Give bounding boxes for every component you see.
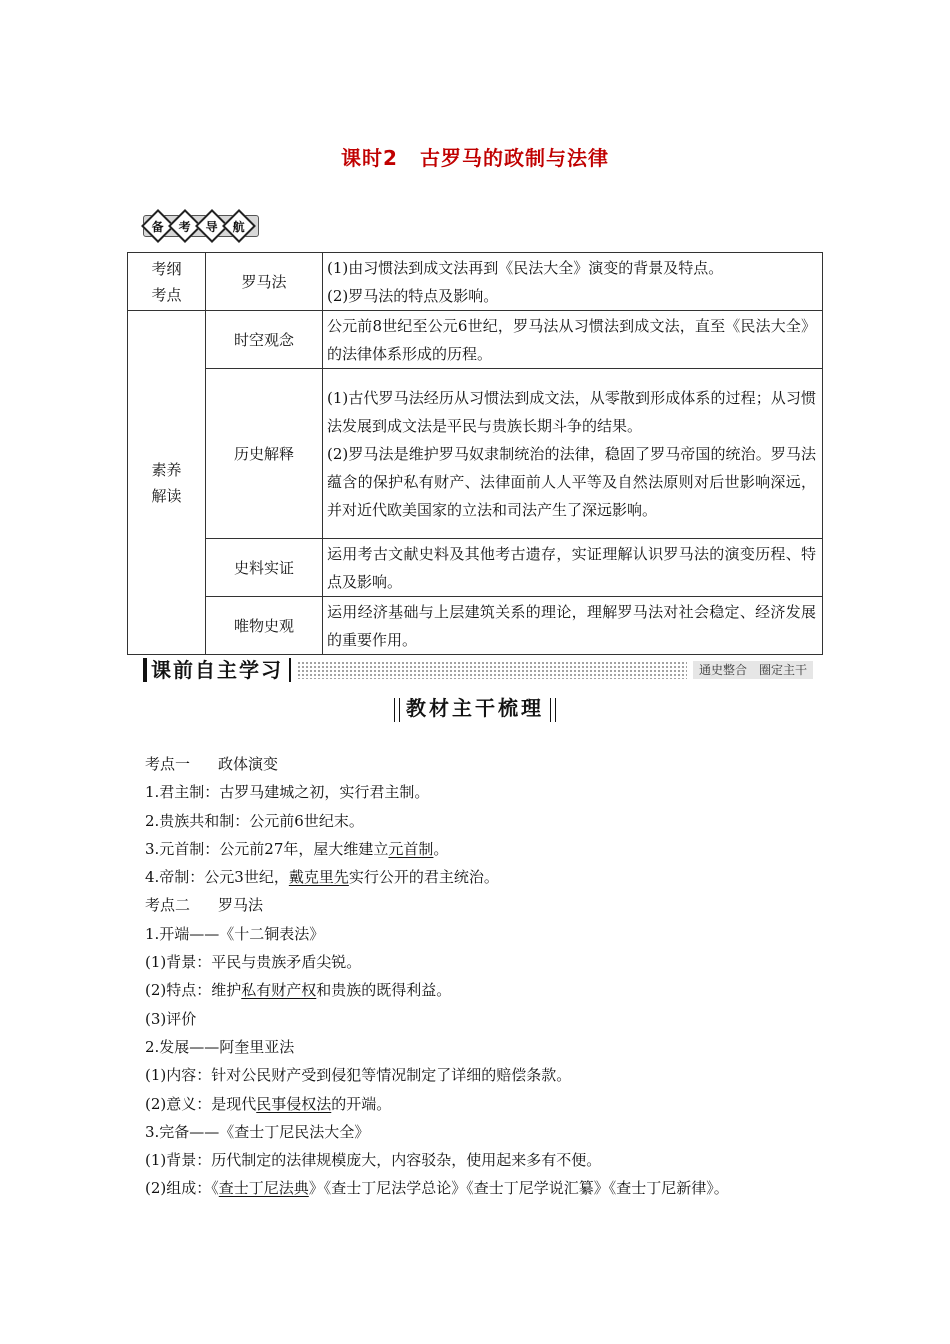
list-item: 3.元首制：公元前27年，屋大维建立元首制。 bbox=[145, 839, 449, 858]
literacy-content: 公元前8世纪至公元6世纪，罗马法从习惯法到成文法，直至《民法大全》的法律体系形成的历程。 bbox=[323, 311, 823, 369]
bar-ornament-left bbox=[394, 698, 400, 722]
list-item: 2.贵族共和制：公元前6世纪末。 bbox=[145, 811, 364, 830]
table-row bbox=[128, 539, 823, 597]
literacy-label: 唯物史观 bbox=[206, 597, 323, 655]
list-item: (2)特点：维护私有财产权和贵族的既得利益。 bbox=[145, 981, 452, 1000]
list-item: (1)背景：历代制定的法律规模庞大，内容驳杂，使用起来多有不便。 bbox=[145, 1151, 602, 1170]
lesson-number: 课时2 bbox=[341, 146, 398, 170]
underlined-term: 私有财产权 bbox=[241, 981, 317, 1000]
table-row bbox=[128, 311, 823, 369]
lesson-title: 古罗马的政制与法律 bbox=[419, 146, 609, 170]
table-row bbox=[128, 597, 823, 655]
bar-ornament-right bbox=[550, 698, 556, 722]
underlined-term: 戴克里先 bbox=[288, 868, 349, 887]
literacy-content: 运用考古文献史料及其他考古遗存，实证理解认识罗马法的演变历程、特点及影响。 bbox=[323, 539, 823, 597]
exam-guide-badge bbox=[143, 210, 259, 242]
table-row bbox=[128, 369, 823, 539]
topic-content: (1)由习惯法到成文法再到《民法大全》演变的背景及特点。 (2)罗马法的特点及影响。 bbox=[323, 253, 823, 311]
list-item: (1)背景：平民与贵族矛盾尖锐。 bbox=[145, 953, 362, 972]
list-item: (2)意义：是现代民事侵权法的开端。 bbox=[145, 1094, 392, 1113]
literacy-label: 历史解释 bbox=[206, 369, 323, 539]
underlined-term: 查士丁尼法典 bbox=[218, 1179, 309, 1198]
sub-heading: 教材主干梳理 bbox=[0, 692, 950, 722]
literacy-content: 运用经济基础与上层建筑关系的理论，理解罗马法对社会稳定、经济发展的重要作用。 bbox=[323, 597, 823, 655]
list-item: 3.完备——《查士丁尼民法大全》 bbox=[145, 1122, 370, 1141]
list-item: 1.君主制：古罗马建城之初，实行君主制。 bbox=[145, 783, 430, 802]
list-item: 1.开端——《十二铜表法》 bbox=[145, 924, 325, 943]
list-item: (3)评价 bbox=[145, 1009, 197, 1028]
section-tagline: 通史整合 圈定主干 bbox=[693, 661, 813, 679]
badge-char: 备 bbox=[141, 209, 175, 243]
underlined-term: 民事侵权法 bbox=[256, 1094, 332, 1113]
list-item: (2)组成：《查士丁尼法典》《查士丁尼法学总论》《查士丁尼学说汇纂》《查士丁尼新律》。 bbox=[145, 1179, 729, 1198]
literacy-content: (1)古代罗马法经历从习惯法到成文法，从零散到形成体系的过程；从习惯法发展到成文法是平民与贵族长期斗争的结果。 (2)罗马法是维护罗马奴隶制统治的法律，稳固了罗马帝国的统治。罗马法蕴含的保护私有财产、法律面前人人平等及自然法原则对后世影响深远，并对近代欧美国家的立法和司法产生了深远影响。 bbox=[323, 369, 823, 539]
badge-char: 考 bbox=[168, 209, 202, 243]
table-row bbox=[128, 253, 823, 311]
row-header: 考纲 考点 bbox=[128, 253, 206, 311]
section-banner bbox=[143, 656, 813, 684]
kp-heading: 考点一 政体演变 bbox=[145, 755, 279, 773]
topic-label: 罗马法 bbox=[206, 253, 323, 311]
study-notes bbox=[145, 750, 813, 1203]
row-header: 素养 解读 bbox=[128, 311, 206, 655]
exam-guide-table bbox=[127, 252, 823, 655]
list-item: (1)内容：针对公民财产受到侵犯等情况制定了详细的赔偿条款。 bbox=[145, 1066, 572, 1085]
literacy-label: 史料实证 bbox=[206, 539, 323, 597]
literacy-label: 时空观念 bbox=[206, 311, 323, 369]
list-item: 4.帝制：公元3世纪，戴克里先实行公开的君主统治。 bbox=[145, 868, 499, 887]
dotted-pattern bbox=[297, 661, 687, 679]
list-item: 2.发展——阿奎里亚法 bbox=[145, 1037, 295, 1056]
page-title bbox=[0, 142, 950, 171]
section-label: 课前自主学习 bbox=[143, 658, 291, 682]
badge-char: 导 bbox=[195, 209, 229, 243]
underlined-term: 元首制 bbox=[388, 839, 434, 858]
badge-char: 航 bbox=[222, 209, 256, 243]
kp-heading: 考点二 罗马法 bbox=[145, 896, 264, 915]
